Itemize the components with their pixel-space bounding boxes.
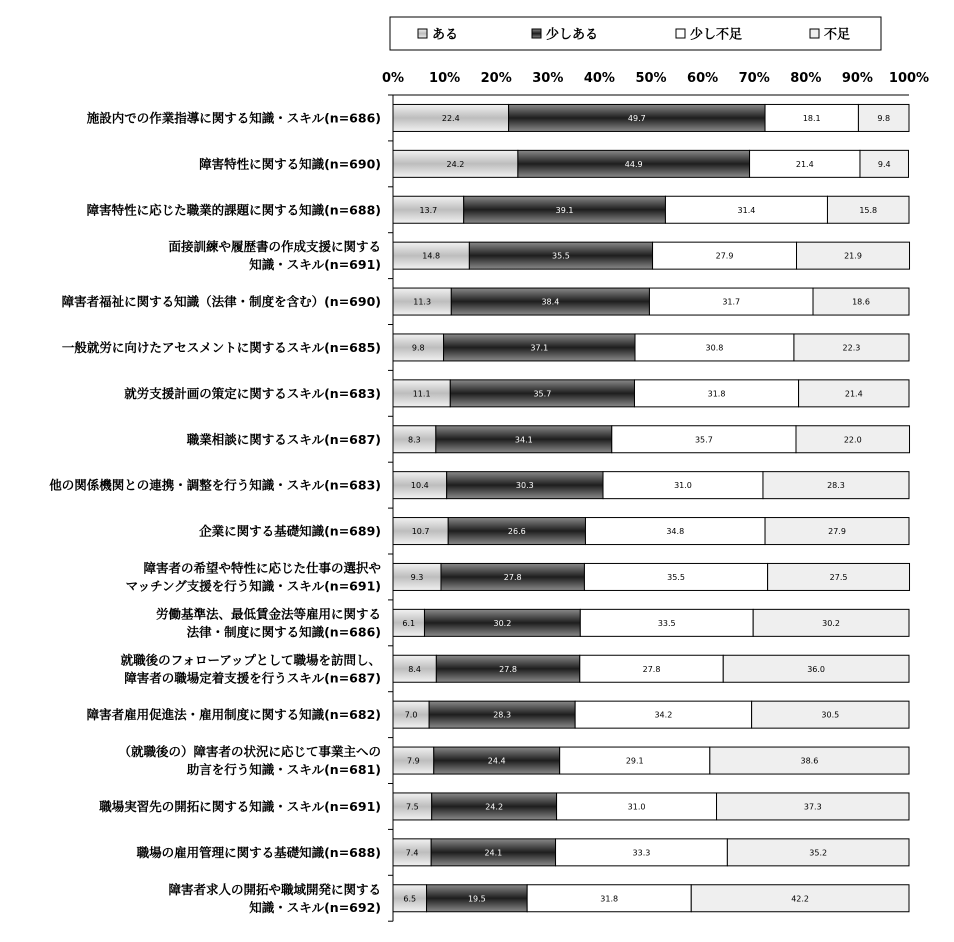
data-label: 34.2 <box>654 710 673 720</box>
data-label: 31.7 <box>722 297 741 307</box>
data-label: 39.1 <box>555 205 574 215</box>
data-label: 8.3 <box>408 435 421 445</box>
data-label: 38.6 <box>800 756 819 766</box>
data-label: 13.7 <box>419 205 438 215</box>
data-label: 6.5 <box>403 894 417 904</box>
data-label: 7.4 <box>405 848 419 858</box>
legend-label: 不足 <box>824 27 851 43</box>
data-label: 8.4 <box>408 664 422 674</box>
data-label: 35.2 <box>809 848 828 858</box>
data-label: 37.1 <box>530 343 549 353</box>
legend-swatch <box>676 29 685 38</box>
legend-label: 少しある <box>546 27 599 43</box>
x-tick-label: 100% <box>888 71 930 86</box>
data-label: 11.1 <box>412 389 431 399</box>
data-label: 37.3 <box>803 802 822 812</box>
data-label: 28.3 <box>827 481 845 491</box>
data-label: 7.0 <box>404 710 418 720</box>
data-label: 34.8 <box>666 527 685 537</box>
data-label: 31.4 <box>737 205 756 215</box>
data-label: 34.1 <box>514 435 533 445</box>
data-label: 28.3 <box>493 710 512 720</box>
data-label: 22.4 <box>441 113 460 123</box>
legend-swatch <box>532 29 541 38</box>
x-tick-label: 70% <box>738 71 770 86</box>
data-label: 31.8 <box>707 389 726 399</box>
data-label: 35.7 <box>533 389 552 399</box>
x-tick-label: 60% <box>687 71 719 86</box>
legend <box>390 17 881 50</box>
legend-label: ある <box>432 27 459 43</box>
data-label: 24.4 <box>487 756 506 766</box>
legend-box <box>390 17 881 50</box>
x-tick-label: 30% <box>532 71 564 86</box>
category-label: 就労支援計画の策定に関するスキル(n=683) <box>124 385 381 401</box>
data-label: 31.0 <box>674 481 692 491</box>
x-tick-label: 50% <box>635 71 667 86</box>
data-label: 30.3 <box>515 481 534 491</box>
data-label: 21.9 <box>844 251 862 261</box>
category-label: 障害者雇用促進法・雇用制度に関する知識(n=682) <box>86 707 381 723</box>
data-label: 18.1 <box>802 113 821 123</box>
data-label: 27.8 <box>642 664 661 674</box>
data-label: 31.8 <box>600 894 619 904</box>
data-label: 30.8 <box>705 343 724 353</box>
category-label: 一般就労に向けたアセスメントに関するスキル(n=685) <box>61 339 381 355</box>
x-tick-label: 40% <box>583 71 615 86</box>
data-label: 35.5 <box>552 251 570 261</box>
category-label: 就職後のフォローアップとして職場を訪問し、障害者の職場定着支援を行うスキル(n=687) <box>120 652 381 686</box>
legend-label: 少し不足 <box>690 27 743 43</box>
category-label: 職業相談に関するスキル(n=687) <box>186 431 381 447</box>
data-label: 9.8 <box>411 343 425 353</box>
data-label: 30.5 <box>821 710 840 720</box>
data-label: 14.8 <box>422 251 441 261</box>
data-label: 31.0 <box>627 802 646 812</box>
data-label: 42.2 <box>791 894 810 904</box>
legend-swatch <box>418 29 427 38</box>
category-labels <box>49 110 381 914</box>
x-tick-label: 0% <box>381 71 405 86</box>
data-label: 22.0 <box>843 435 862 445</box>
x-tick-label: 80% <box>790 71 822 86</box>
legend-swatch <box>810 29 819 38</box>
data-label: 24.2 <box>485 802 504 812</box>
data-label: 9.4 <box>877 159 891 169</box>
category-label: 労働基準法、最低賃金法等雇用に関する法律・制度に関する知識(n=686) <box>155 606 381 640</box>
data-label: 24.1 <box>484 848 503 858</box>
data-label: 27.5 <box>829 572 848 582</box>
category-label: （就職後の）障害者の状況に応じて事業主への助言を行う知識・スキル(n=681) <box>118 744 381 778</box>
data-label: 10.4 <box>410 481 429 491</box>
data-label: 35.7 <box>694 435 713 445</box>
data-label: 7.9 <box>407 756 420 766</box>
x-tick-label: 90% <box>841 71 873 86</box>
data-label: 36.0 <box>807 664 826 674</box>
bars <box>393 104 910 911</box>
data-label: 27.9 <box>715 251 734 261</box>
data-label: 24.2 <box>446 159 465 169</box>
category-label: 職場実習先の開拓に関する知識・スキル(n=691) <box>99 798 381 814</box>
data-label: 19.5 <box>467 894 486 904</box>
category-label: 障害者求人の開拓や職域開発に関する知識・スキル(n=692) <box>168 881 381 915</box>
category-label: 職場の雇用管理に関する基礎知識(n=688) <box>136 844 381 860</box>
category-label: 施設内での作業指導に関する知識・スキル(n=686) <box>86 110 381 126</box>
data-label: 35.5 <box>667 572 685 582</box>
data-label: 27.9 <box>828 527 846 537</box>
data-label: 6.1 <box>402 618 416 628</box>
data-label: 27.8 <box>499 664 517 674</box>
data-label: 44.9 <box>624 159 643 169</box>
data-label: 21.4 <box>844 389 863 399</box>
data-label: 27.8 <box>503 572 522 582</box>
category-label: 面接訓練や履歴書の作成支援に関する知識・スキル(n=691) <box>168 239 381 273</box>
data-label: 11.3 <box>413 297 432 307</box>
data-label: 38.4 <box>541 297 560 307</box>
category-label: 障害特性に関する知識(n=690) <box>199 156 381 172</box>
data-label: 30.2 <box>822 618 840 628</box>
category-label: 障害者の希望や特性に応じた仕事の選択やマッチング支援を行う知識・スキル(n=691) <box>125 560 381 594</box>
data-label: 29.1 <box>625 756 644 766</box>
x-tick-label: 10% <box>429 71 461 86</box>
data-label: 49.7 <box>627 113 646 123</box>
data-label: 21.4 <box>795 159 814 169</box>
category-label: 企業に関する基礎知識(n=689) <box>199 523 381 539</box>
data-label: 15.8 <box>859 205 878 215</box>
data-label: 26.6 <box>507 527 526 537</box>
data-label: 33.3 <box>632 848 651 858</box>
data-label: 30.2 <box>493 618 512 628</box>
data-label: 22.3 <box>842 343 861 353</box>
data-label: 7.5 <box>405 802 419 812</box>
data-label: 33.5 <box>657 618 676 628</box>
category-label: 障害特性に応じた職業的課題に関する知識(n=688) <box>86 202 381 218</box>
x-tick-label: 20% <box>480 71 512 86</box>
category-label: 他の関係機関との連携・調整を行う知識・スキル(n=683) <box>49 477 381 493</box>
data-label: 10.7 <box>411 527 430 537</box>
category-label: 障害者福祉に関する知識（法律・制度を含む）(n=690) <box>61 294 381 310</box>
data-label: 9.3 <box>410 572 424 582</box>
data-label: 9.8 <box>877 113 891 123</box>
data-label: 18.6 <box>852 297 870 307</box>
